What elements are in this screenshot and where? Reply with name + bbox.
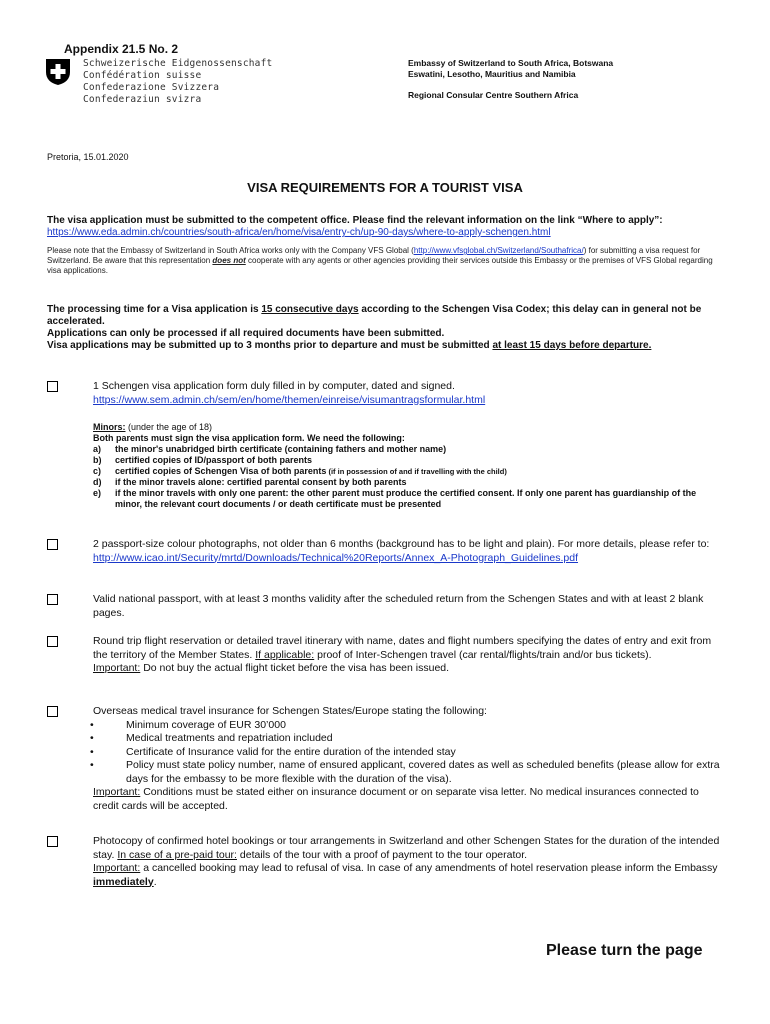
application-form-text: 1 Schengen visa application form duly filled in by computer, dated and signed.	[93, 380, 455, 392]
processing-text: according to the Schengen Visa Codex; this delay can in general not be accelerated.	[47, 304, 702, 327]
embassy-line: Embassy of Switzerland to South Africa, Botswana	[408, 58, 614, 68]
icao-photo-guidelines-link[interactable]: http://www.icao.int/Security/mrtd/Downloads/Technical%20Reports/Annex_A-Photograph_Guidelines.pdf	[93, 551, 579, 564]
submission-deadline: at least 15 days before departure.	[492, 340, 652, 351]
passport-item: Valid national passport, with at least 3 months validity after the scheduled return from the Schengen States and with at least 2 blank pages.	[93, 593, 704, 619]
important-label: Important:	[93, 786, 141, 798]
flight-text: proof of Inter-Schengen travel (car rental/flights/train and/or bus tickets).	[314, 648, 652, 661]
regional-centre: Regional Consular Centre Southern Africa	[408, 90, 579, 100]
checkbox-hotel-booking[interactable]	[47, 836, 58, 847]
checkbox-photographs[interactable]	[47, 539, 58, 550]
if-applicable-label: If applicable:	[255, 648, 315, 661]
bullet-text: Medical treatments and repatriation included	[126, 732, 333, 744]
list-text: the minor's unabridged birth certificate (containing fathers and mother name)	[115, 444, 447, 454]
emphasis-does-not: does not	[212, 256, 246, 265]
turn-page-note: Please turn the page	[546, 942, 703, 959]
list-text: if the minor travels alone: certified parental consent by both parents	[115, 477, 407, 487]
photographs-item	[93, 538, 723, 565]
minors-intro: Both parents must sign the visa application form. We need the following:	[93, 433, 405, 443]
insurance-important-text: Conditions must be stated either on insurance document or on separate visa letter. No medical insurances connected to credit cards will be accepted.	[93, 786, 699, 812]
submission-text: Visa applications may be submitted up to 3 months prior to departure and must be submitted	[47, 340, 493, 351]
where-to-apply-link[interactable]: https://www.eda.admin.ch/countries/south-africa/en/home/visa/entry-ch/up-90-days/where-to-apply-schengen.html	[47, 227, 551, 238]
hotel-important-text: a cancelled booking may lead to refusal of visa. In case of any amendments of hotel reservation please inform the Embassy	[140, 862, 718, 874]
checkbox-flight-reservation[interactable]	[47, 636, 58, 647]
minors-label: Minors:	[93, 422, 126, 432]
minors-list	[93, 444, 723, 510]
hotel-text: Photocopy of confirmed hotel bookings or tour arrangements in Switzerland and other Schengen States for the duration of the intended stay.	[93, 835, 720, 861]
flight-item	[93, 635, 723, 676]
important-label: Important:	[93, 862, 141, 874]
confederation-line: Confederaziun svizra	[83, 94, 202, 105]
bullet-text: Certificate of Insurance valid for the entire duration of the intended stay	[126, 745, 456, 758]
document-date: Pretoria, 15.01.2020	[47, 152, 129, 162]
checkbox-insurance[interactable]	[47, 706, 58, 717]
flight-important-text: Do not buy the actual flight ticket before the visa has been issued.	[140, 662, 450, 674]
list-item	[93, 444, 723, 455]
list-item	[90, 732, 723, 746]
processing-days: 15 consecutive days	[261, 304, 359, 315]
list-letter: b)	[93, 455, 102, 465]
bullet-icon: •	[90, 759, 94, 771]
confederation-line: Confederazione Svizzera	[83, 82, 220, 93]
list-text: certified copies of Schengen Visa of both parents	[115, 466, 327, 476]
pre-paid-tour-label: In case of a pre-paid tour:	[117, 848, 237, 861]
processing-text: The processing time for a Visa application is	[47, 304, 262, 315]
swiss-coat-of-arms-logo	[45, 58, 71, 86]
list-letter: e)	[93, 488, 102, 498]
list-text: if the minor travels with only one parent: the other parent must produce the certified consent. If only one parent has guardianship of the minor, the relevant court documents / or death certificate must be presented	[115, 488, 697, 509]
list-item	[93, 455, 723, 466]
list-letter: c)	[93, 466, 102, 476]
vfs-note-text: ) for submitting a visa request for Switzerland. Be aware that this representation	[47, 246, 701, 265]
complete-documents-note: Applications can only be processed if all required documents have been submitted.	[47, 328, 445, 339]
hotel-item	[93, 835, 723, 889]
list-item	[90, 759, 723, 786]
confederation-line: Schweizerische Eidgenossenschaft	[83, 58, 273, 69]
page-title: VISA REQUIREMENTS FOR A TOURIST VISA	[247, 180, 523, 195]
vfs-note-text: cooperate with any agents or other agencies providing their services outside this Embassy or the premises of VFS Global regarding visa applications.	[47, 256, 713, 275]
bullet-text: Minimum coverage of EUR 30’000	[126, 718, 286, 731]
hotel-important-end: .	[153, 875, 157, 888]
list-item	[93, 466, 723, 477]
vfs-note-text: Please note that the Embassy of Switzerland in South Africa works only with the Company VFS Global (	[47, 246, 414, 255]
insurance-intro: Overseas medical travel insurance for Schengen States/Europe stating the following:	[93, 705, 487, 717]
checkbox-passport[interactable]	[47, 594, 58, 605]
hotel-text: details of the tour with a proof of payment to the tour operator.	[236, 848, 528, 861]
list-letter: d)	[93, 477, 102, 487]
where-to-apply-paragraph	[47, 215, 727, 239]
vfs-note-paragraph	[47, 246, 727, 276]
list-text: certified copies of ID/passport of both parents	[115, 455, 313, 465]
bullet-icon: •	[90, 745, 94, 758]
minors-note: (under the age of 18)	[125, 422, 213, 432]
bullet-icon: •	[90, 732, 94, 744]
confederation-line: Confédération suisse	[83, 70, 202, 81]
list-item	[90, 719, 723, 733]
list-item	[93, 477, 723, 488]
insurance-item	[90, 705, 723, 813]
checkbox-application-form[interactable]	[47, 381, 58, 392]
embassy-name	[408, 58, 613, 80]
list-letter: a)	[93, 444, 102, 454]
processing-info	[47, 304, 727, 352]
photographs-text: 2 passport-size colour photographs, not older than 6 months (background has to be light and plain). For more details, please refer to:	[93, 538, 710, 550]
vfs-global-link[interactable]: http://www.vfsglobal.ch/Switzerland/Southafrica/	[413, 246, 584, 255]
insurance-bullets	[90, 719, 723, 787]
intro-text: The visa application must be submitted to the competent office. Please find the relevant information on the link “Where to apply”:	[47, 215, 663, 226]
flight-text: Round trip flight reservation or detailed travel itinerary with name, dates and flight numbers specifying the dates of entry and exit from the territory of the Member States.	[93, 635, 712, 661]
list-note: (if in possession of and if travelling with the child)	[326, 467, 507, 476]
bullet-text: Policy must state policy number, name of ensured applicant, covered dates as well as scheduled benefits (please allow for extra days for the embassy to be more flexible with the duration of the visa).	[126, 759, 720, 785]
application-form-item	[93, 380, 723, 407]
confederation-names	[83, 58, 272, 106]
immediately-emphasis: immediately	[93, 875, 154, 888]
minors-section	[93, 422, 723, 510]
embassy-line: Eswatini, Lesotho, Mauritius and Namibia	[408, 69, 576, 79]
important-label: Important:	[93, 662, 141, 674]
application-form-link[interactable]: https://www.sem.admin.ch/sem/en/home/themen/einreise/visumantragsformular.html	[93, 393, 486, 406]
appendix-label: Appendix 21.5 No. 2	[64, 42, 179, 56]
list-item	[90, 746, 723, 760]
list-item	[93, 488, 723, 510]
bullet-icon: •	[90, 718, 94, 731]
